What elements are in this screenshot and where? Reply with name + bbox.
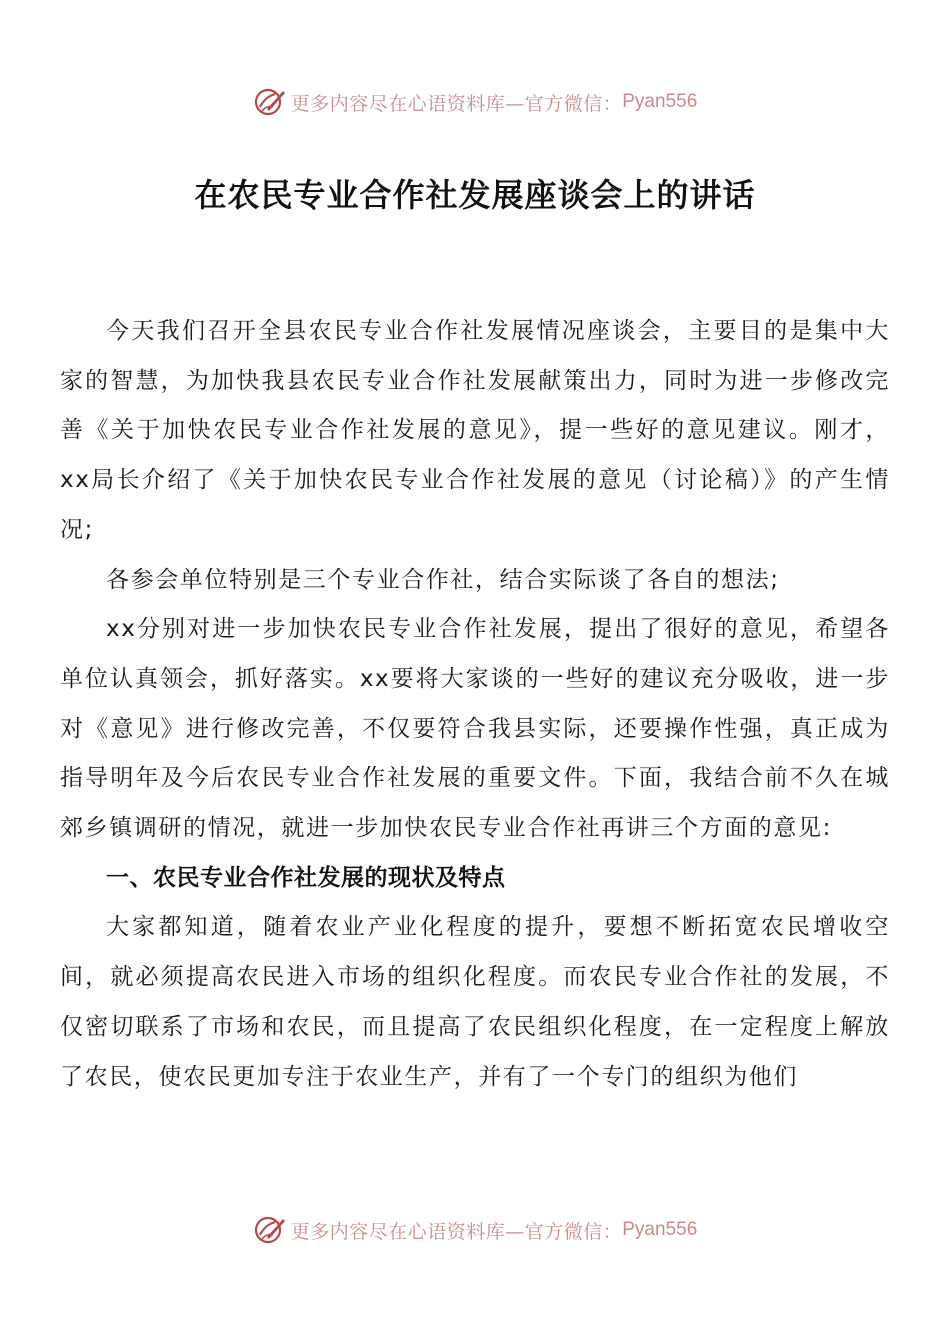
paragraph-1: 今天我们召开全县农民专业合作社发展情况座谈会，主要目的是集中大家的智慧，为加快我县农民专业合作社发展献策出力，同时为进一步修改完善《关于加快农民专业合作社发展的意见》，提一些好的意见建议。刚才，xx局长介绍了《关于加快农民专业合作社发展的意见（讨论稿）》的产生情况; [60, 318, 890, 543]
banner-handle: Pyan556 [622, 91, 698, 112]
header-banner [0, 82, 950, 122]
footer-banner [0, 1210, 950, 1250]
pen-logo-icon [253, 1213, 287, 1247]
section-heading-1: 一、农民专业合作社发展的现状及特点 [106, 864, 506, 891]
pen-logo-icon [253, 85, 287, 119]
paragraph-2: 各参会单位特别是三个专业合作社，结合实际谈了各自的想法; [106, 566, 780, 593]
paragraph-4: 大家都知道，随着农业产业化程度的提升，要想不断拓宽农民增收空间，就必须提高农民进入市场的组织化程度。而农民专业合作社的发展，不仅密切联系了市场和农民，而且提高了农民组织化程度，在一定程度上解放了农民，使农民更加专注于农业生产，并有了一个专门的组织为他们 [60, 914, 890, 1090]
banner-text: 更多内容尽在心语资料库—官方微信： [290, 92, 623, 115]
paragraph-3: xx分别对进一步加快农民专业合作社发展，提出了很好的意见，希望各单位认真领会，抓好落实。xx要将大家谈的一些好的建议充分吸收，进一步对《意见》进行修改完善，不仅要符合我县实际，还要操作性强，真正成为指导明年及今后农民专业合作社发展的重要文件。下面，我结合前不久在城郊乡镇调研的情况，就进一步加快农民专业合作社再讲三个方面的意见: [60, 616, 890, 842]
banner-text: 更多内容尽在心语资料库—官方微信： [290, 1220, 623, 1243]
document-body [60, 307, 890, 1102]
document-title: 在农民专业合作社发展座谈会上的讲话 [194, 176, 756, 214]
banner-handle: Pyan556 [622, 1219, 698, 1240]
